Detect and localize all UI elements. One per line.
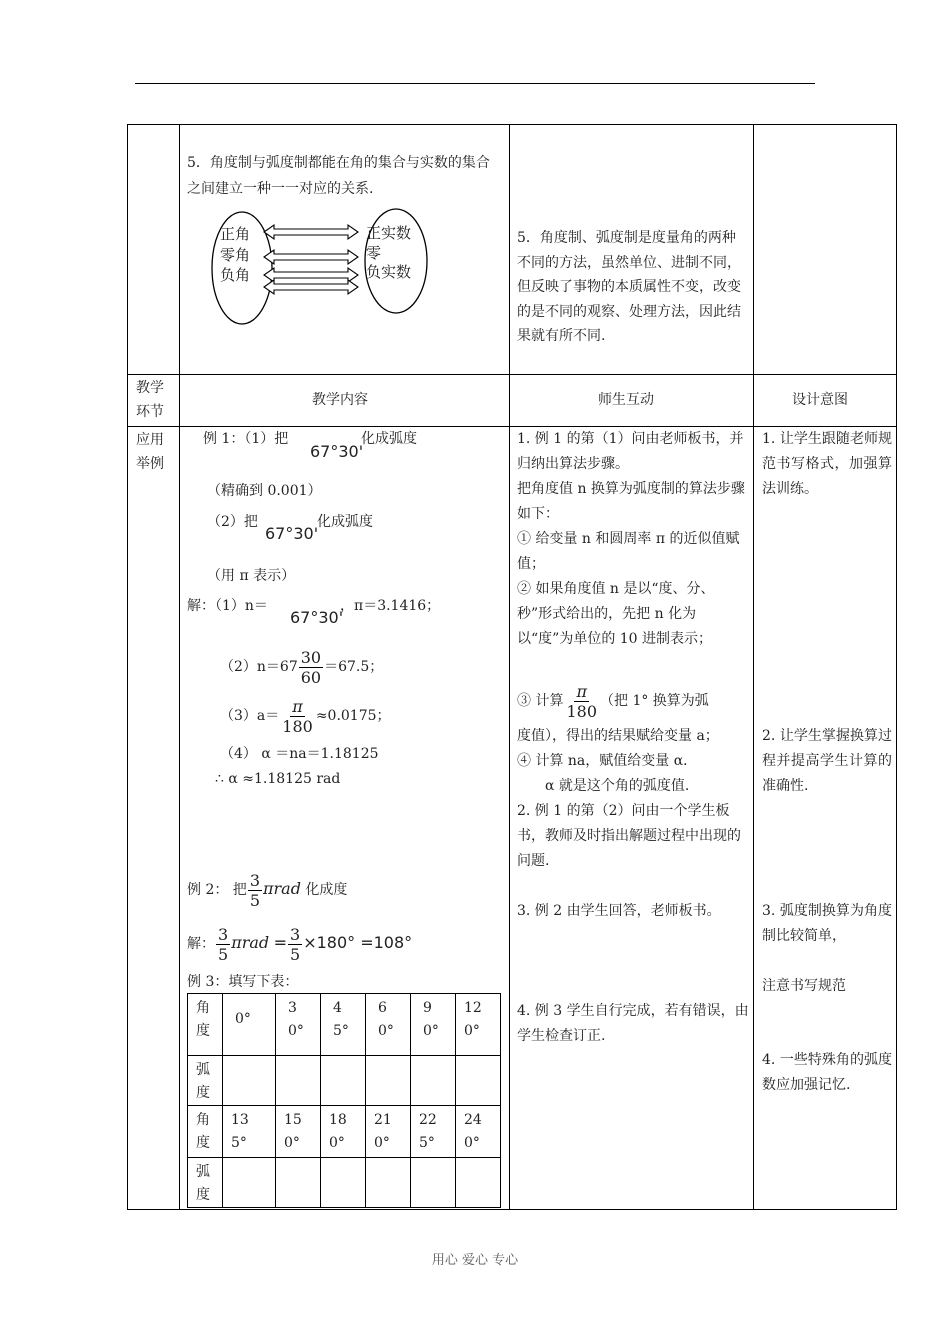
interaction-step3-fraction [564, 682, 599, 721]
solution3-line [220, 693, 391, 739]
example1-line [203, 427, 288, 451]
conversion-table-cell [276, 1158, 321, 1208]
angle-value: 30° [288, 1000, 304, 1039]
conversion-table-row3-label-cell [188, 1106, 223, 1158]
interaction-step3-line2: 度值），得出的结果赋给变量 a； [517, 728, 719, 744]
example2-solution-numerator: 3 [218, 924, 229, 944]
conversion-table-row2-label-cell [188, 1056, 223, 1106]
solution2-prefix: （2）n＝67 [220, 659, 298, 675]
solution3-numerator: π [292, 696, 303, 716]
solution2-numerator: 30 [300, 647, 322, 667]
conversion-table-cell [366, 1106, 411, 1158]
interaction-step1: ① 给变量 n 和圆周率 π 的近似值赋值； [517, 531, 740, 572]
solution2-fraction [299, 648, 323, 687]
conversion-table-cell [366, 994, 411, 1056]
set-item-positive-angle: 正角 [220, 225, 251, 243]
conversion-table-cell [456, 1158, 501, 1208]
conversion-table-cell [276, 1106, 321, 1158]
intent-3: 3. 弧度制换算为角度制比较简单， [762, 903, 892, 944]
conversion-table-row2-label: 弧度 [196, 1062, 210, 1101]
example2-fraction [248, 871, 262, 910]
header-interaction: 师生互动 [598, 392, 654, 408]
angle-value: 240° [464, 1112, 482, 1151]
intent-2: 2. 让学生掌握换算过程并提高学生计算的准确性. [762, 728, 892, 794]
interaction-step4: ④ 计算 na，赋值给变量 α． [517, 753, 698, 769]
example2-solution-rad: πrad [231, 933, 270, 952]
conversion-table-row4-label-cell [188, 1158, 223, 1208]
example2-solution-denominator2: 5 [290, 944, 301, 964]
example1-suffix: 化成弧度 [361, 431, 417, 447]
angle-value: 135° [231, 1112, 249, 1151]
interaction-p1: 1. 例 1 的第（1）问由老师板书，并归纳出算法步骤。 [517, 431, 744, 472]
angle-value: 120° [464, 1000, 482, 1039]
solution3-fraction [280, 697, 315, 736]
set-correspondence-text: 5．角度制与弧度制都能在角的集合与实数的集合之间建立一种一一对应的关系. [187, 155, 490, 197]
solution4: （4） α ＝na＝1.18125 [220, 746, 379, 762]
header-intent: 设计意图 [792, 392, 848, 408]
angle-value: 150° [284, 1112, 302, 1151]
header-rule [135, 83, 815, 84]
set-item-zero: 零 [366, 244, 382, 262]
angle-value: 45° [333, 1000, 349, 1039]
example2-denominator: 5 [249, 890, 260, 910]
conversion-table-cell [366, 1056, 411, 1106]
interaction-step3-denominator: 180 [566, 701, 597, 721]
conversion-table-cell [411, 994, 456, 1056]
solution3-suffix: ≈0.0175； [315, 708, 391, 724]
solution3-prefix: （3）a＝ [220, 708, 280, 724]
interaction-step2: ② 如果角度值 n 是以“度、分、秒”形式给出的，先把 n 化为以“度”为单位的 10 进制表示； [517, 581, 715, 647]
example1-angle: 67°30' [310, 442, 364, 461]
angle-value: 60° [378, 1000, 394, 1039]
conversion-table-cell [456, 994, 501, 1056]
conversion-table-cell [411, 1056, 456, 1106]
interaction-p1b: 把角度值 n 换算为弧度制的算法步骤如下： [517, 481, 745, 522]
conversion-table-row1-label: 角度 [196, 1000, 210, 1039]
intent-1: 1. 让学生跟随老师规范书写格式，加强算法训练。 [762, 431, 892, 497]
conversion-table-cell [276, 1056, 321, 1106]
solution2-suffix: ＝67.5； [324, 659, 384, 675]
interaction-step3-suffix: （把 1° 换算为弧 [600, 693, 709, 709]
example2-solution-fraction [216, 925, 230, 964]
conversion-table-cell [223, 1106, 276, 1158]
solution2-denominator: 60 [300, 667, 322, 687]
conversion-table-cell [223, 1158, 276, 1208]
angle-value: 225° [419, 1112, 437, 1151]
set-item-zero-angle: 零角 [220, 246, 251, 264]
example1-precision: （精确到 0.001） [207, 483, 322, 499]
measure-methods-text: 5．角度制、弧度制是度量角的两种不同的方法，虽然单位、进制不同，但反映了事物的本质属性不变，改变的是不同的观察、处理方法，因此结果就有所不同. [517, 230, 741, 344]
example2-numerator: 3 [249, 870, 260, 890]
example2-solution-denominator: 5 [218, 944, 229, 964]
example2-rad: πrad [263, 879, 301, 898]
solution1-angle: 67°30' [290, 608, 344, 627]
set-item-positive-real: 正实数 [366, 224, 412, 242]
conversion-table-cell [223, 1056, 276, 1106]
interaction-step3-numerator: π [576, 681, 587, 701]
angle-value: 0° [235, 1011, 251, 1027]
conversion-table-cell [321, 994, 366, 1056]
example1-part2-prefix: （2）把 [207, 514, 258, 530]
interaction-p2: 2. 例 1 的第（2）问由一个学生板书，教师及时指出解题过程中出现的问题. [517, 803, 741, 869]
solution1-pi: ，π＝3.1416； [340, 598, 441, 614]
interaction-p3: 3. 例 2 由学生回答，老师板书。 [517, 903, 721, 919]
example2-solution-rest: ×180° =108° [303, 933, 413, 952]
example2-suffix: 化成度 [305, 882, 348, 898]
conversion-table-cell [411, 1106, 456, 1158]
solution3-denominator: 180 [282, 716, 313, 736]
header-stage: 教学环节 [136, 380, 164, 420]
intent-4: 4. 一些特殊角的弧度数应加强记忆. [762, 1052, 892, 1093]
example2-solution-numerator2: 3 [290, 924, 301, 944]
solution-therefore: ∴ α ≈1.18125 rad [215, 771, 341, 787]
conversion-table-cell [223, 994, 276, 1056]
interaction-p4: 4. 例 3 学生自行完成，若有错误，由学生检查订正. [517, 1003, 749, 1044]
example2-prefix: 例 2： 把 [187, 882, 247, 898]
conversion-table-cell [366, 1158, 411, 1208]
conversion-table-cell [276, 994, 321, 1056]
set-item-negative-real: 负实数 [366, 263, 412, 281]
stage-label: 应用举例 [136, 432, 164, 472]
solution2-line [220, 644, 383, 690]
conversion-table-row1-label-cell [188, 994, 223, 1056]
example2-solution-eq: = [273, 933, 287, 952]
example1-part2-angle: 67°30' [265, 524, 319, 543]
conversion-table-cell [411, 1158, 456, 1208]
conversion-table-cell [456, 1056, 501, 1106]
interaction-step3-line [517, 678, 709, 724]
page-footer: 用心 爱心 专心 [431, 1253, 519, 1268]
conversion-table-cell [456, 1106, 501, 1158]
conversion-table-cell [321, 1158, 366, 1208]
angle-value: 210° [374, 1112, 392, 1151]
conversion-table-cell [321, 1106, 366, 1158]
conversion-table-cell [321, 1056, 366, 1106]
example2-solution-line [187, 920, 412, 967]
angle-value: 90° [423, 1000, 439, 1039]
example3-label: 例 3：填写下表： [187, 974, 299, 990]
conversion-table-row4-label: 弧度 [196, 1164, 210, 1203]
example2-line [187, 866, 347, 913]
header-content: 教学内容 [312, 392, 368, 408]
solution1-prefix: 解：（1）n＝ [187, 598, 268, 614]
example1-part2-note: （用 π 表示） [207, 568, 296, 584]
example1-prefix: 例 1：（1）把 [203, 431, 289, 447]
intent-3b: 注意书写规范 [762, 978, 846, 994]
interaction-step3-prefix: ③ 计算 [517, 693, 564, 709]
example2-solution-prefix: 解： [187, 936, 215, 952]
set-item-negative-angle: 负角 [220, 266, 251, 284]
example2-solution-fraction2 [288, 925, 302, 964]
interaction-step4b: α 就是这个角的弧度值. [545, 778, 690, 794]
example1-part2-suffix: 化成弧度 [317, 514, 373, 530]
conversion-table [187, 993, 501, 1208]
conversion-table-row3-label: 角度 [196, 1112, 210, 1151]
angle-value: 180° [329, 1112, 347, 1151]
